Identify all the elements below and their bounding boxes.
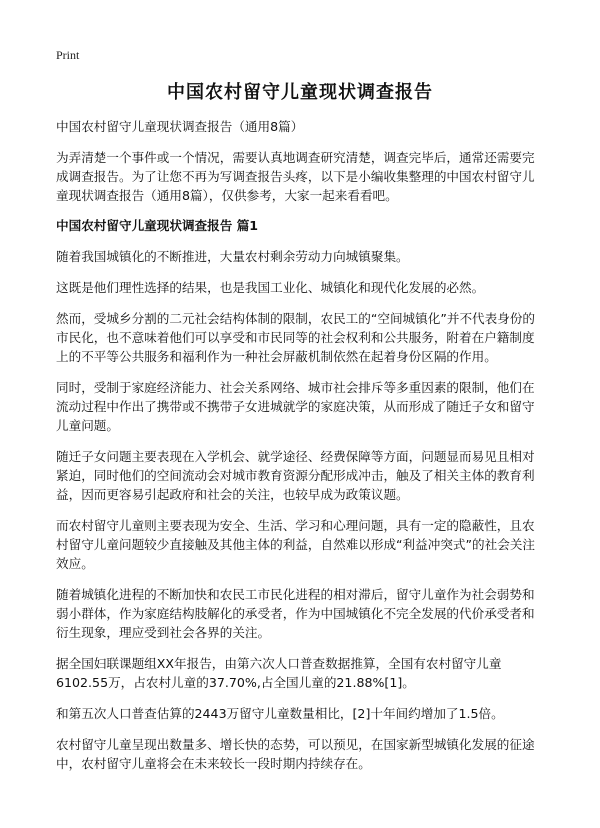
paragraph: 而农村留守儿童则主要表现为安全、生活、学习和心理问题，具有一定的隐蔽性，且农村留守儿童问题较少直接触及其他主体的利益，自然难以形成“利益冲突式”的社会关注效应。 <box>56 518 536 571</box>
print-label[interactable]: Print <box>56 48 80 62</box>
section-heading: 中国农村留守儿童现状调查报告 篇1 <box>56 218 259 233</box>
paragraph: 和第五次人口普查估算的2443万留守儿童数量相比，[2]十年间约增加了1.5倍。 <box>56 706 504 721</box>
page-title: 中国农村留守儿童现状调查报告 <box>167 82 433 103</box>
paragraph: 随迁子女问题主要表现在入学机会、就学途径、经费保障等方面，问题显而易见且相对紧迫，同时他们的空间流动会对城市教育资源分配形成冲击，触及了相关主体的教育利益，因而更容易引起政府和社会的关注，也较早成为政策议题。 <box>56 449 535 502</box>
paragraph: 农村留守儿童呈现出数量多、增长快的态势，可以预见，在国家新型城镇化发展的征途中，农村留守儿童将会在未来较长一段时期内持续存在。 <box>56 737 535 771</box>
intro-paragraph: 为弄清楚一个事件或一个情况，需要认真地调查研究清楚，调查完毕后，通常还需要完成调查报告。为了让您不再为写调查报告头疼，以下是小编收集整理的中国农村留守儿童现状调查报告（通用8篇），仅供参考，大家一起来看看吧。 <box>56 150 535 203</box>
document-subtitle: 中国农村留守儿童现状调查报告（通用8篇） <box>56 119 304 134</box>
paragraph: 据全国妇联课题组XX年报告，由第六次人口普查数据推算，全国有农村留守儿童6102.55万，占农村儿童的37.70%,占全国儿童的21.88%[1]。 <box>56 656 502 690</box>
paragraph: 同时，受制于家庭经济能力、社会关系网络、城市社会排斥等多重因素的限制，他们在流动过程中作出了携带或不携带子女进城就学的家庭决策，从而形成了随迁子女和留守儿童问题。 <box>56 380 535 433</box>
paragraph: 随着我国城镇化的不断推进，大量农村剩余劳动力向城镇聚集。 <box>56 249 409 264</box>
paragraph: 随着城镇化进程的不断加快和农民工市民化进程的相对滞后，留守儿童作为社会弱势和弱小群体，作为家庭结构肢解化的承受者，作为中国城镇化不完全发展的代价承受者和衍生现象，理应受到社会各界的关注。 <box>56 587 535 640</box>
document-body <box>56 118 546 785</box>
paragraph: 然而，受城乡分割的二元社会结构体制的限制，农民工的“空间城镇化”并不代表身份的市民化，也不意味着他们可以享受和市民同等的社会权利和公共服务，附着在户籍制度上的不平等公共服务和福利作为一种社会屏蔽机制依然在起着身份区隔的作用。 <box>56 311 536 364</box>
paragraph: 这既是他们理性选择的结果，也是我国工业化、城镇化和现代化发展的必然。 <box>56 280 485 295</box>
